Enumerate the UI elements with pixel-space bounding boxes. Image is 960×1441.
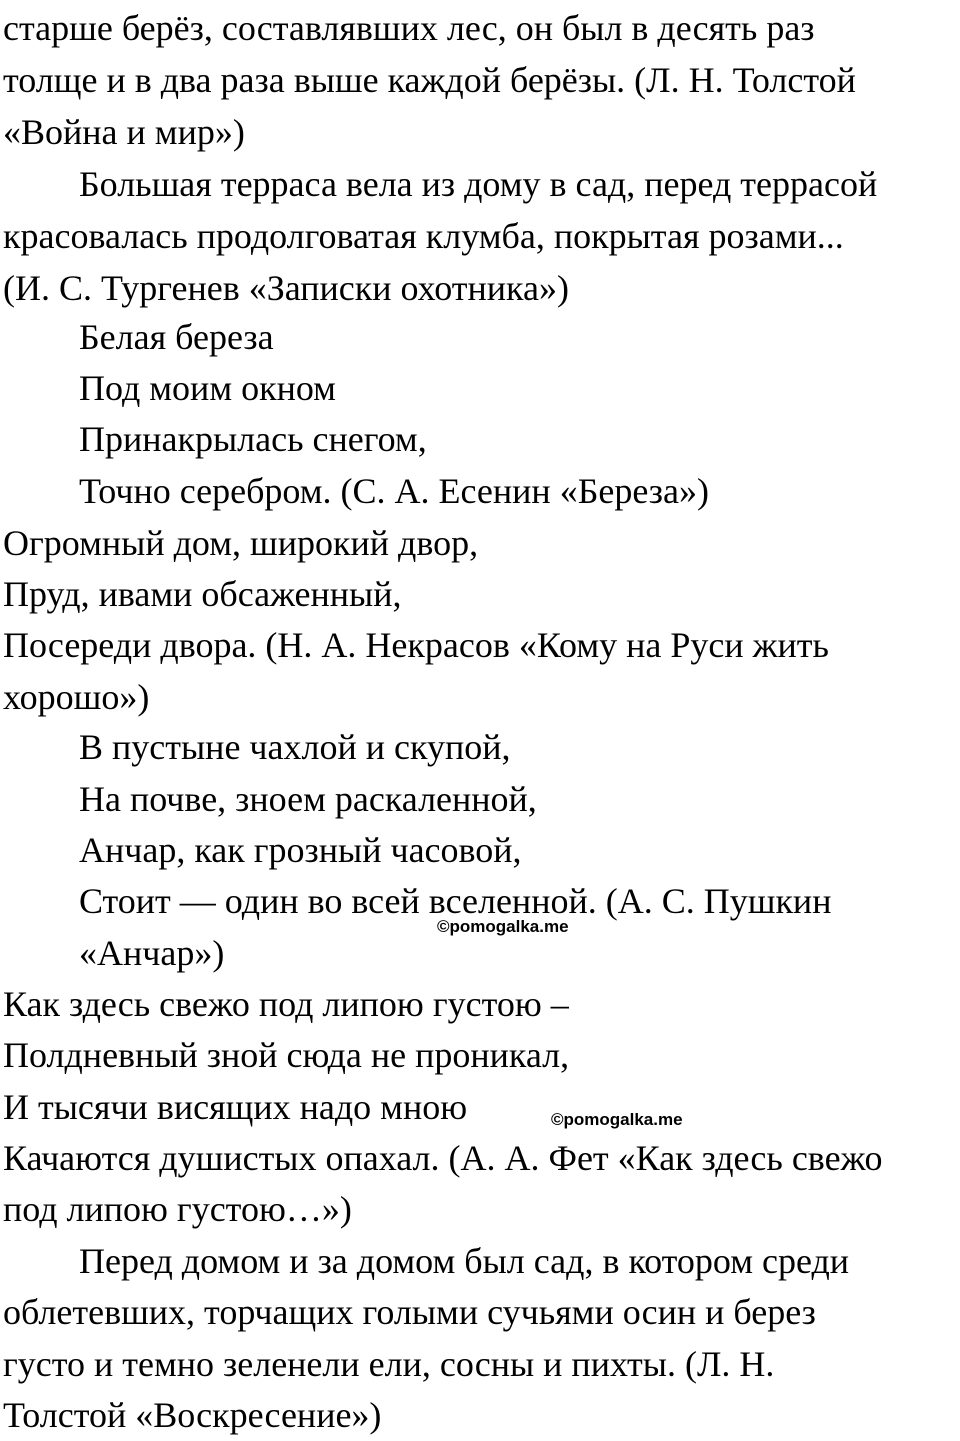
text-line: толще и в два раза выше каждой берёзы. (Л. Н. Толстой bbox=[3, 60, 856, 100]
verse-line: Точно серебром. (С. А. Есенин «Береза») bbox=[79, 471, 709, 511]
verse-line: В пустыне чахлой и скупой, bbox=[79, 727, 511, 767]
verse-line: Полдневный зной сюда не проникал, bbox=[3, 1035, 570, 1075]
text-line: облетевших, торчащих голыми сучьями осин и берез bbox=[3, 1292, 816, 1332]
verse-line: Пруд, ивами обсаженный, bbox=[3, 574, 402, 614]
text-line: Перед домом и за домом был сад, в котором среди bbox=[79, 1241, 850, 1281]
verse-line: Анчар, как грозный часовой, bbox=[79, 830, 522, 870]
text-line: старше берёз, составлявших лес, он был в десять раз bbox=[3, 8, 815, 48]
text-line: (И. С. Тургенев «Записки охотника») bbox=[3, 268, 569, 308]
verse-line: Качаются душистых опахал. (А. А. Фет «Как здесь свежо bbox=[3, 1138, 883, 1178]
verse-line: Под моим окном bbox=[79, 368, 336, 408]
verse-line: хорошо») bbox=[3, 677, 150, 717]
watermark: ©pomogalka.me bbox=[437, 917, 569, 936]
text-line: густо и темно зеленели ели, сосны и пихты. (Л. Н. bbox=[3, 1344, 775, 1384]
verse-line: На почве, зноем раскаленной, bbox=[79, 779, 537, 819]
verse-line: И тысячи висящих надо мною bbox=[3, 1087, 468, 1127]
text-line: красовалась продолговатая клумба, покрытая розами... bbox=[3, 216, 844, 256]
verse-line: Принакрылась снегом, bbox=[79, 419, 427, 459]
verse-line: Огромный дом, широкий двор, bbox=[3, 523, 479, 563]
verse-line: под липою густою…») bbox=[3, 1189, 352, 1229]
text-line: Большая терраса вела из дому в сад, перед террасой bbox=[79, 164, 878, 204]
watermark: ©pomogalka.me bbox=[551, 1110, 683, 1129]
text-line: «Война и мир») bbox=[3, 112, 245, 152]
verse-line: «Анчар») bbox=[79, 933, 225, 973]
verse-line: Посереди двора. (Н. А. Некрасов «Кому на Руси жить bbox=[3, 625, 829, 665]
verse-line: Как здесь свежо под липою густою – bbox=[3, 984, 569, 1024]
verse-line: Белая береза bbox=[79, 317, 274, 357]
verse-line: Стоит — один во всей вселенной. (А. С. Пушкин bbox=[79, 881, 832, 921]
text-line: Толстой «Воскресение») bbox=[3, 1395, 382, 1435]
